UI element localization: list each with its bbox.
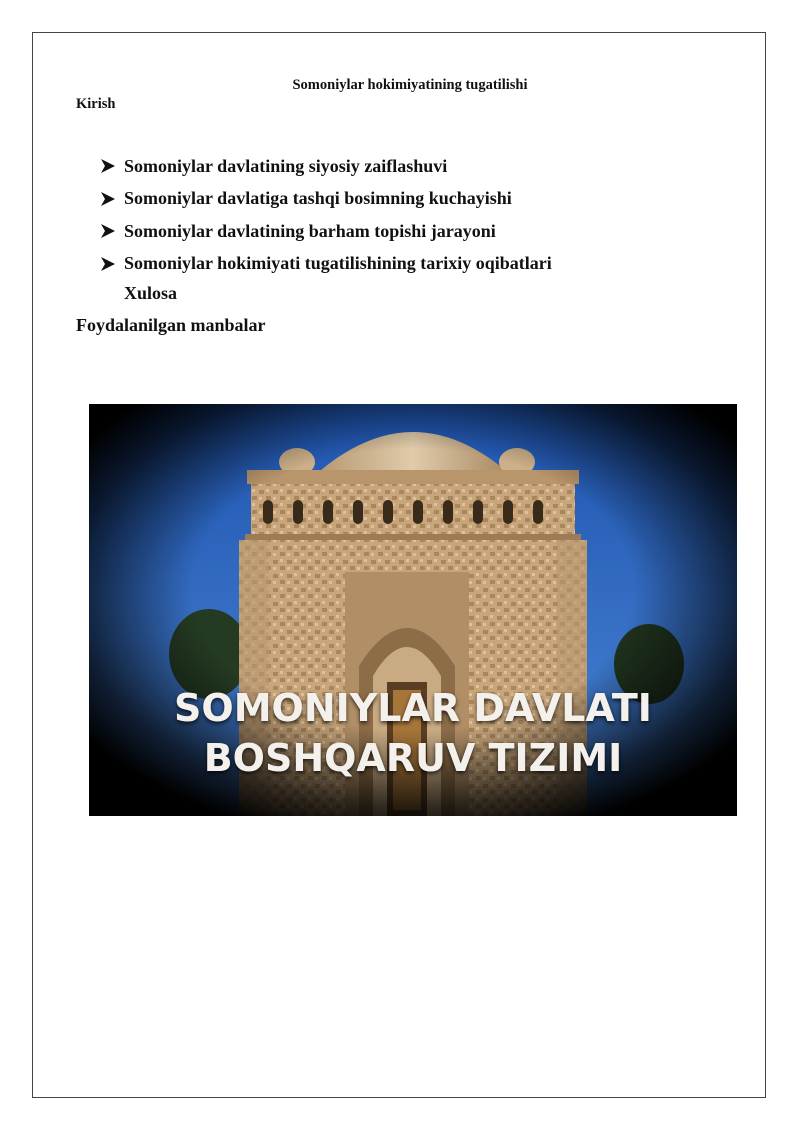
toc-item <box>100 215 552 248</box>
intro-heading: Kirish <box>76 96 116 112</box>
toc-item-label: Somoniylar hokimiyati tugatilishining tarixiy oqibatlari <box>124 253 552 274</box>
arrow-bullet-icon <box>100 158 124 174</box>
arrow-bullet-icon <box>100 191 124 207</box>
sources-heading: Foydalanilgan manbalar <box>76 315 266 335</box>
toc-item <box>100 248 552 281</box>
toc-item-label: Somoniylar davlatining siyosiy zaiflashuvi <box>124 155 448 176</box>
toc-item <box>100 183 552 216</box>
banner-title-line2: BOSHQARUV TIZIMI <box>203 736 623 780</box>
document-title: Somoniylar hokimiyatining tugatilishi <box>292 77 528 93</box>
toc-item <box>100 150 552 183</box>
mausoleum-banner-image <box>89 404 737 816</box>
conclusion-heading: Xulosa <box>124 283 178 303</box>
toc-item-label: Somoniylar davlatining barham topishi jarayoni <box>124 220 496 241</box>
toc-item-label: Somoniylar davlatiga tashqi bosimning kuchayishi <box>124 188 512 209</box>
arrow-bullet-icon <box>100 256 124 272</box>
banner-title-line1: SOMONIYLAR DAVLATI <box>174 686 652 730</box>
arrow-bullet-icon <box>100 223 124 239</box>
toc-list <box>100 150 552 280</box>
